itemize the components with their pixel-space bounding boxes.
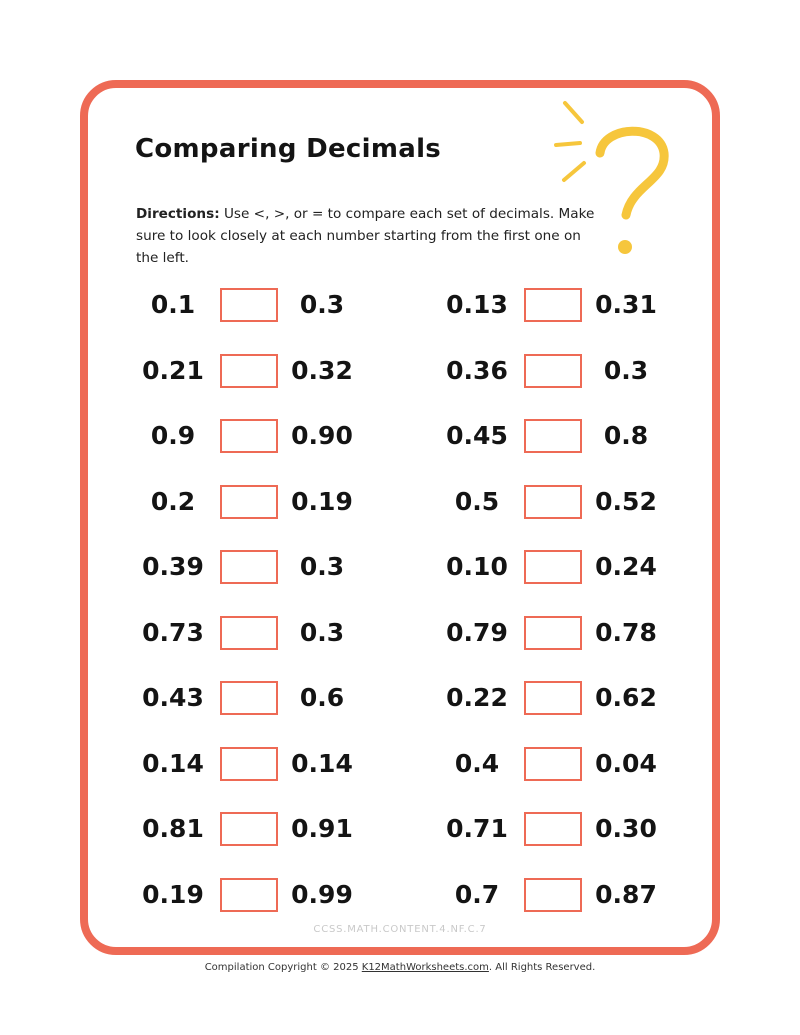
left-decimal: 0.7	[454, 880, 500, 909]
left-decimal: 0.13	[446, 290, 508, 319]
left-decimal: 0.36	[446, 356, 508, 385]
left-decimal: 0.79	[446, 618, 508, 647]
left-decimal: 0.45	[446, 421, 508, 450]
problem-row	[0, 354, 800, 388]
left-decimal: 0.39	[142, 552, 204, 581]
left-decimal: 0.14	[142, 749, 204, 778]
copyright-text: Compilation Copyright © 2025	[204, 962, 362, 973]
left-decimal: 0.4	[454, 749, 500, 778]
left-decimal: 0.43	[142, 683, 204, 712]
right-decimal: 0.30	[595, 814, 657, 843]
left-decimal: 0.2	[150, 487, 196, 516]
ray-line	[565, 103, 582, 122]
left-decimal: 0.71	[446, 814, 508, 843]
directions-label: Directions:	[136, 206, 220, 222]
right-decimal: 0.99	[291, 880, 353, 909]
answer-box[interactable]	[524, 681, 582, 715]
answer-box[interactable]	[524, 616, 582, 650]
right-decimal: 0.90	[291, 421, 353, 450]
right-decimal: 0.87	[595, 880, 657, 909]
ray-line	[564, 163, 584, 180]
problem-row	[0, 550, 800, 584]
left-decimal: 0.1	[150, 290, 196, 319]
right-decimal: 0.19	[291, 487, 353, 516]
worksheet-title: Comparing Decimals	[135, 134, 442, 164]
answer-box[interactable]	[524, 747, 582, 781]
directions	[136, 203, 596, 269]
copyright-suffix: . All Rights Reserved.	[488, 962, 596, 973]
problem-row	[0, 747, 800, 781]
directions-text: Use <, >, or = to compare each set of decimals. Make sure to look closely at each number starting from the first one on the left.	[136, 206, 595, 266]
left-decimal: 0.21	[142, 356, 204, 385]
answer-box[interactable]	[524, 288, 582, 322]
problem-row	[0, 878, 800, 912]
problem-row	[0, 288, 800, 322]
left-decimal: 0.81	[142, 814, 204, 843]
problem-row	[0, 419, 800, 453]
left-decimal: 0.73	[142, 618, 204, 647]
standard-code: CCSS.MATH.CONTENT.4.NF.C.7	[313, 924, 487, 935]
right-decimal: 0.6	[299, 683, 345, 712]
right-decimal: 0.91	[291, 814, 353, 843]
right-decimal: 0.24	[595, 552, 657, 581]
right-decimal: 0.14	[291, 749, 353, 778]
right-decimal: 0.62	[595, 683, 657, 712]
problem-row	[0, 485, 800, 519]
answer-box[interactable]	[524, 878, 582, 912]
problem-row	[0, 681, 800, 715]
left-decimal: 0.9	[150, 421, 196, 450]
left-decimal: 0.5	[454, 487, 500, 516]
right-decimal: 0.8	[603, 421, 649, 450]
right-decimal: 0.3	[299, 618, 345, 647]
ray-line	[556, 143, 580, 145]
answer-box[interactable]	[524, 812, 582, 846]
left-decimal: 0.19	[142, 880, 204, 909]
problem-row	[0, 812, 800, 846]
copyright-footer	[0, 962, 800, 973]
right-decimal: 0.31	[595, 290, 657, 319]
problem-row	[0, 616, 800, 650]
left-decimal: 0.10	[446, 552, 508, 581]
right-decimal: 0.3	[299, 552, 345, 581]
answer-box[interactable]	[524, 419, 582, 453]
answer-box[interactable]	[524, 485, 582, 519]
right-decimal: 0.78	[595, 618, 657, 647]
answer-box[interactable]	[524, 550, 582, 584]
right-decimal: 0.32	[291, 356, 353, 385]
right-decimal: 0.3	[299, 290, 345, 319]
right-decimal: 0.3	[603, 356, 649, 385]
right-decimal: 0.52	[595, 487, 657, 516]
answer-box[interactable]	[524, 354, 582, 388]
site-link[interactable]: K12MathWorksheets.com	[361, 962, 489, 973]
right-decimal: 0.04	[595, 749, 657, 778]
left-decimal: 0.22	[446, 683, 508, 712]
